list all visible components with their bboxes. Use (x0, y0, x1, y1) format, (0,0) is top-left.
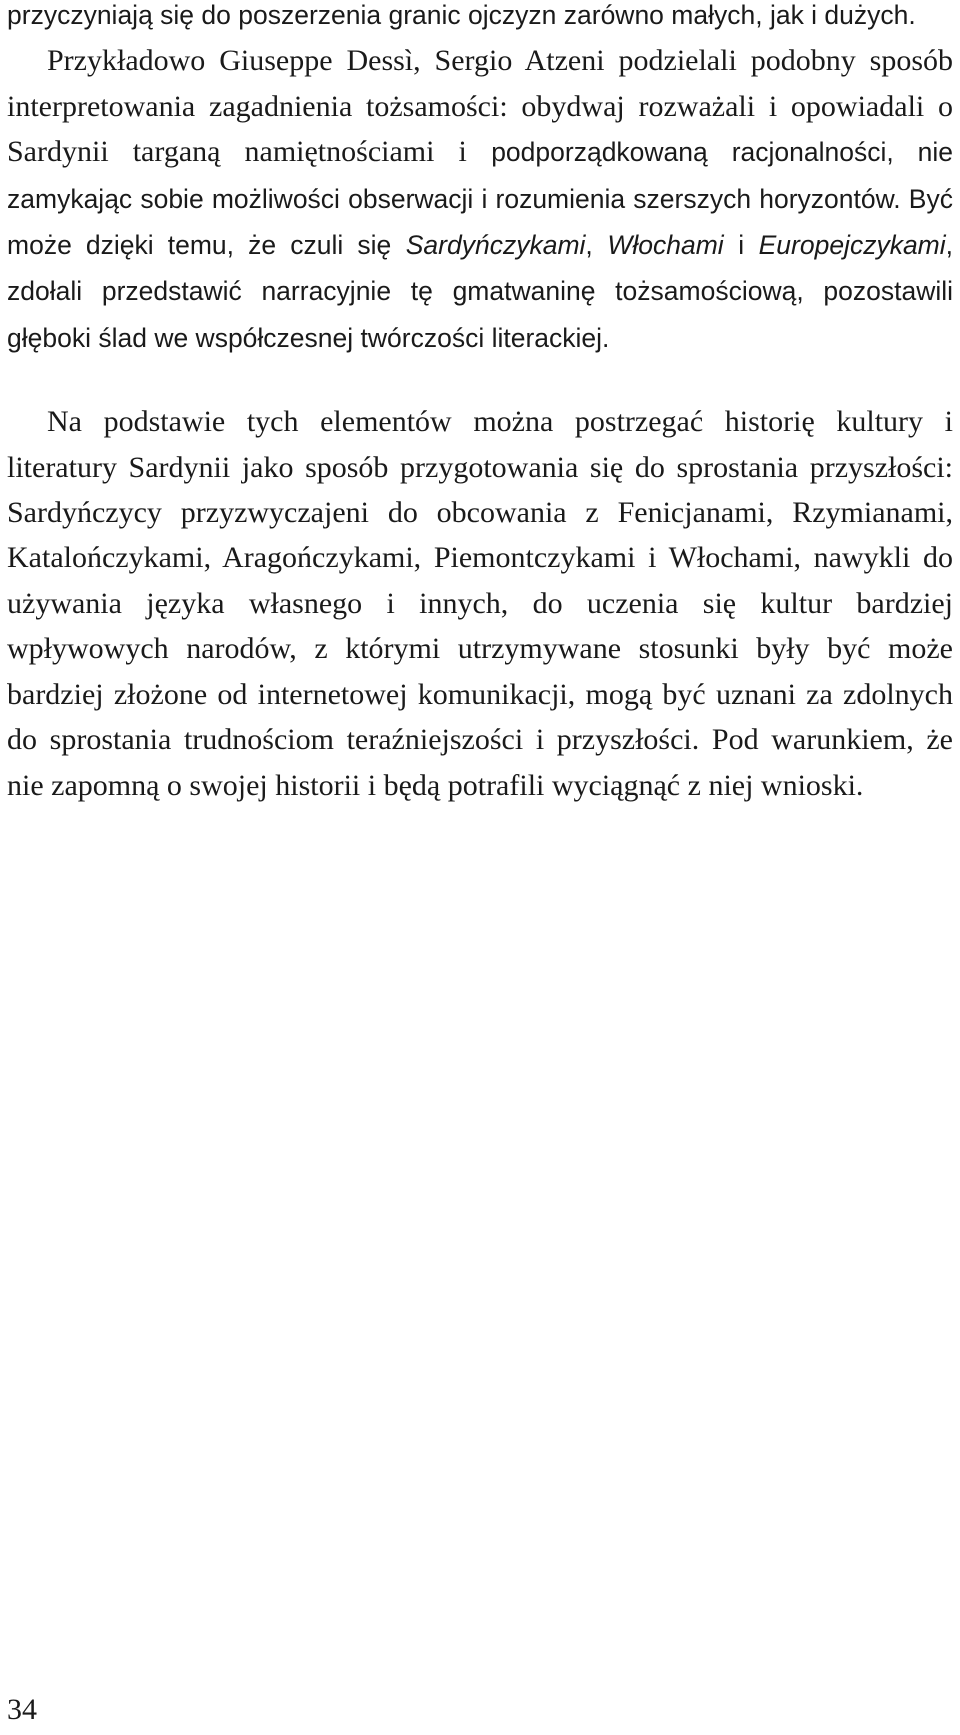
page-number: 34 (7, 1693, 37, 1726)
paragraph-1-sans-text: podporządkowaną racjonalności, nie zamykając sobie możliwości obserwacji i rozumienia szerszych horyzontów. Być może dzięki temu, że czuli się (7, 137, 953, 261)
paragraph-1 (7, 0, 953, 361)
paragraph-1-continued-text: przyczyniają się do poszerzenia granic ojczyzn zarówno małych, jak i dużych. (7, 0, 916, 30)
italic-wlochami: Włochami (607, 230, 724, 261)
italic-europejczykami: Europejczykami (758, 230, 946, 261)
paragraph-1-serif-text: Przykładowo Giuseppe Dessì, Sergio Atzeni podzielali podobny sposób interpretowania zagadnienia tożsamości: obydwaj rozważali i opowiadali o Sardynii targaną namiętnościami i (7, 44, 953, 169)
page-body (7, 0, 953, 808)
paragraph-2-text: Na podstawie tych elementów można postrzegać historię kultury i literatury Sardynii jako sposób przygotowania się do sprostania przyszłości: Sardyńczycy przyzwyczajeni do obcowania z Fenicjanami, Rzymianami, Katalończykami, Aragończykami, Piemontczykami i Włochami, nawykli do używania języka własnego i innych, do uczenia się kultur bardziej wpływowych narodów, z którymi utrzymywane stosunki były być może bardziej złożone od internetowej komunikacji, mogą być uznani za zdolnych do sprostania trudnościom teraźniejszości i przyszłości. Pod warunkiem, że nie zapomną o swojej historii i będą potrafili wyciągnąć z niej wnioski. (7, 405, 953, 802)
italic-sardynczykami: Sardyńczykami (405, 230, 586, 261)
separator-comma: , (585, 230, 593, 261)
paragraph-2 (7, 399, 953, 808)
paragraph-1-tail-text: , zdołali przedstawić narracyjnie tę gmatwaninę tożsamościową, pozostawili głęboki ślad we współczesnej twórczości literackiej. (7, 230, 954, 353)
separator-i: i (738, 230, 745, 261)
